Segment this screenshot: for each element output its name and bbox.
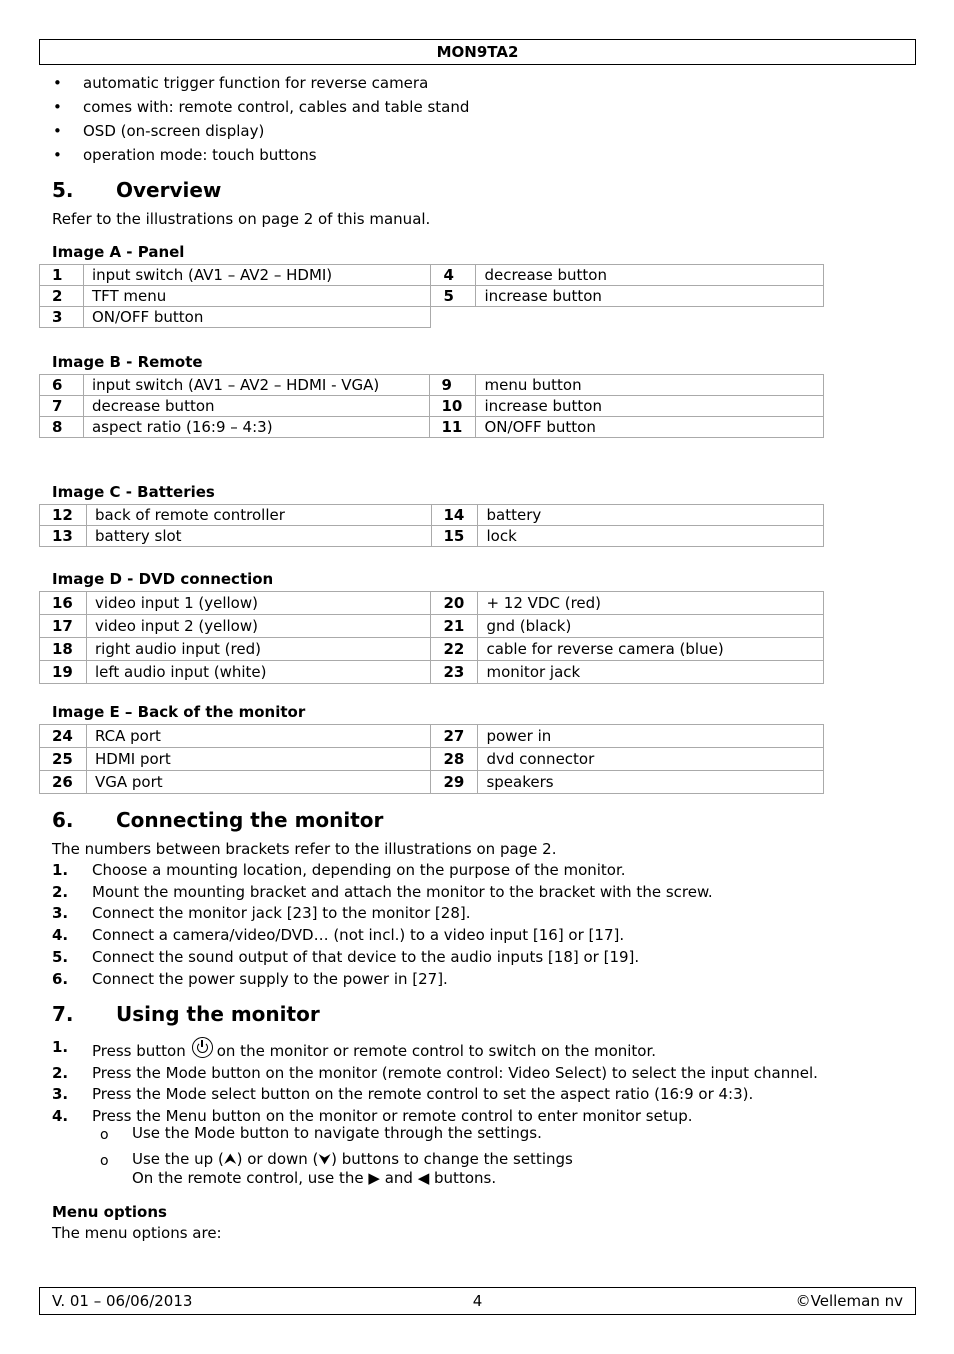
image-d-table (39, 591, 824, 684)
table-row: 1 input switch (AV1 – AV2 – HDMI) 4 decrease button (40, 265, 824, 286)
image-d-title: Image D - DVD connection (52, 570, 274, 588)
table-row: 12 back of remote controller 14 battery (40, 505, 824, 526)
list-item: 2. Mount the mounting bracket and attach the monitor to the bracket with the screw. (52, 882, 713, 901)
model-title: MON9TA2 (436, 43, 519, 61)
bullet-icon: • (53, 74, 62, 92)
list-item: 2. Press the Mode button on the monitor (remote control: Video Select) to select the input channel. (52, 1063, 818, 1082)
menu-options-title: Menu options (52, 1203, 167, 1221)
page-number: 4 (472, 1292, 483, 1310)
list-item: 6. Connect the power supply to the power in [27]. (52, 969, 448, 988)
list-item: 4. Connect a camera/video/DVD… (not incl.) to a video input [16] or [17]. (52, 926, 625, 945)
copyright: ©Velleman nv (795, 1292, 903, 1310)
section-heading-using: 7. Using the monitor (52, 1002, 320, 1026)
table-row: 17 video input 2 (yellow) 21 gnd (black) (40, 615, 824, 638)
image-c-title: Image C - Batteries (52, 483, 215, 501)
feature-list (52, 71, 912, 167)
table-row: 6 input switch (AV1 – AV2 – HDMI - VGA) 9 menu button (40, 375, 824, 396)
version-date: V. 01 – 06/06/2013 (52, 1292, 193, 1310)
using-steps (52, 1037, 912, 1128)
bullet-icon: • (53, 122, 62, 140)
list-item: 5. Connect the sound output of that device to the audio inputs [18] or [19]. (52, 947, 640, 966)
image-b-title: Image B - Remote (52, 353, 203, 371)
list-item: 4. Press the Menu button on the monitor or remote control to enter monitor setup. (52, 1107, 693, 1126)
bullet-icon: • (53, 146, 62, 164)
table-row: 13 battery slot 15 lock (40, 526, 824, 547)
list-item: • automatic trigger function for reverse camera (52, 71, 912, 95)
image-b-table (39, 374, 824, 438)
bullet-icon: • (53, 98, 62, 116)
image-a-table (39, 264, 824, 328)
list-item: 3. Press the Mode select button on the remote control to set the aspect ratio (16:9 or 4:3). (52, 1085, 754, 1104)
list-item: 1. Press button on the monitor or remote control to switch on the monitor. (52, 1038, 657, 1060)
section-heading-connecting: 6. Connecting the monitor (52, 808, 384, 832)
image-e-table (39, 724, 824, 794)
table-row: 18 right audio input (red) 22 cable for reverse camera (blue) (40, 638, 824, 661)
list-item: 3. Connect the monitor jack [23] to the monitor [28]. (52, 904, 471, 923)
list-item: • OSD (on-screen display) (52, 119, 912, 143)
image-e-title: Image E – Back of the monitor (52, 703, 306, 721)
power-icon (192, 1037, 213, 1058)
circle-bullet-icon: o (100, 1153, 109, 1169)
connecting-intro: The numbers between brackets refer to the illustrations on page 2. (52, 840, 557, 858)
menu-options-intro: The menu options are: (52, 1224, 222, 1242)
table-row: 19 left audio input (white) 23 monitor jack (40, 661, 824, 684)
overview-intro: Refer to the illustrations on page 2 of this manual. (52, 210, 431, 228)
list-item: 1. Choose a mounting location, depending on the purpose of the monitor. (52, 861, 626, 879)
table-row: 24 RCA port 27 power in (40, 725, 824, 748)
table-row: 8 aspect ratio (16:9 – 4:3) 11 ON/OFF button (40, 417, 824, 438)
table-row: 26 VGA port 29 speakers (40, 771, 824, 794)
table-row: 25 HDMI port 28 dvd connector (40, 748, 824, 771)
document-footer (39, 1287, 916, 1315)
list-item: • operation mode: touch buttons (52, 143, 912, 167)
table-row: 7 decrease button 10 increase button (40, 396, 824, 417)
table-row: 3 ON/OFF button (40, 307, 824, 328)
section-heading-overview: 5. Overview (52, 178, 222, 202)
list-item: • comes with: remote control, cables and table stand (52, 95, 912, 119)
table-row: 2 TFT menu 5 increase button (40, 286, 824, 307)
circle-bullet-icon: o (100, 1127, 109, 1143)
table-row: 16 video input 1 (yellow) 20 + 12 VDC (red) (40, 592, 824, 615)
image-c-table (39, 504, 824, 547)
connecting-steps (52, 860, 912, 990)
image-a-title: Image A - Panel (52, 243, 185, 261)
document-header (39, 39, 916, 65)
